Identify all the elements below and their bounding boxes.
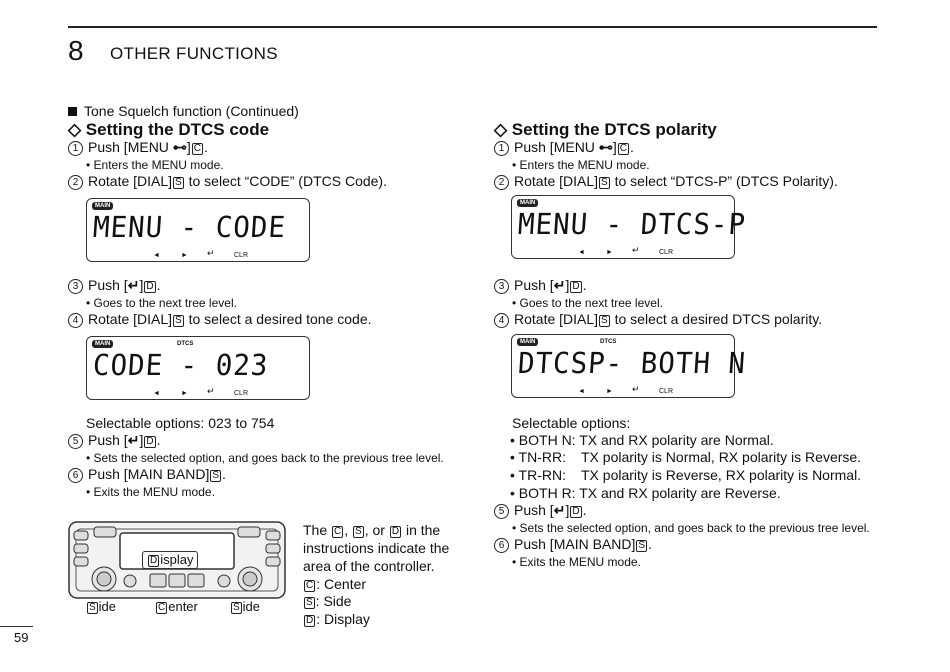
step-5: 5 Push [↵] D . <box>68 432 160 449</box>
lcd-segment-text: DTCSP- BOTH N <box>516 346 748 380</box>
lcd-segment-text: MENU - CODE <box>91 210 288 244</box>
r-option-tr-rn: • TR-RN: TX polarity is Reverse, RX polarity is Normal. <box>510 467 862 483</box>
chapter-number: 8 <box>68 35 84 66</box>
enter-icon: ↵ <box>127 277 140 293</box>
legend-side: S : Side <box>306 593 352 609</box>
enter-icon: ↵ <box>127 432 140 448</box>
lcd-segment-text: MENU - DTCS-P <box>516 207 748 241</box>
diamond-icon: ◇ <box>68 120 86 139</box>
lcd-menu-dtcs-p: MAIN MENU - DTCS-P ◄ ► ↵ CLR <box>511 195 735 259</box>
page-number-rule <box>0 626 33 627</box>
chapter-title: OTHER FUNCTIONS <box>110 44 278 63</box>
lcd-dtcsp-both-n: MAIN DTCS DTCSP- BOTH N ◄ ► ↵ CLR <box>511 334 735 398</box>
key-icon: ⊷ <box>598 139 613 155</box>
header-rule <box>68 26 877 28</box>
step-5-note: • Sets the selected option, and goes back to the previous tree level. <box>86 451 444 465</box>
step-3-note: • Goes to the next tree level. <box>86 296 237 310</box>
enter-icon: ↵ <box>553 502 566 518</box>
step-1-note: • Enters the MENU mode. <box>86 158 224 172</box>
r-step-2: 2 Rotate [DIAL] S to select “DTCS-P” (DTCS Polarity). <box>494 173 838 190</box>
r-step-6-note: • Exits the MENU mode. <box>512 555 641 569</box>
enter-icon: ↵ <box>553 277 566 293</box>
r-option-both-r: • BOTH R: TX and RX polarity are Reverse. <box>510 485 781 501</box>
controller-intro-3: area of the controller. <box>303 558 435 574</box>
step-3: 3 Push [↵] D . <box>68 277 160 294</box>
step-6: 6 Push [MAIN BAND] S . <box>68 466 226 483</box>
section-heading-dtcs-polarity: ◇ Setting the DTCS polarity <box>494 120 717 139</box>
square-bullet-icon <box>68 107 77 116</box>
r-step-6: 6 Push [MAIN BAND] S . <box>494 536 652 553</box>
r-option-tn-rr: • TN-RR: TX polarity is Normal, RX polarity is Reverse. <box>510 449 862 465</box>
display-callout: D isplay <box>142 551 198 569</box>
r-step-4: 4 Rotate [DIAL] S to select a desired DTCS polarity. <box>494 311 822 328</box>
lcd-segment-text: CODE - 023 <box>91 348 270 382</box>
controller-intro-2: instructions indicate the <box>303 540 450 556</box>
r-step-1-note: • Enters the MENU mode. <box>512 158 650 172</box>
r-option-both-n: • BOTH N: TX and RX polarity are Normal. <box>510 432 774 448</box>
r-step-5: 5 Push [↵] D . <box>494 502 586 519</box>
diamond-icon: ◇ <box>494 120 512 139</box>
r-step-5-note: • Sets the selected option, and goes back to the previous tree level. <box>512 521 870 535</box>
side-label-left: S ide <box>89 599 117 614</box>
step-4: 4 Rotate [DIAL] S to select a desired tone code. <box>68 311 372 328</box>
continued-heading: Tone Squelch function (Continued) <box>68 103 299 120</box>
step-6-note: • Exits the MENU mode. <box>86 485 215 499</box>
side-label-right: S ide <box>233 599 261 614</box>
selectable-options: Selectable options: 023 to 754 <box>86 415 275 431</box>
controller-intro-1: The C , S , or D in the <box>303 522 441 538</box>
center-label: C enter <box>158 599 198 614</box>
controller-illustration <box>68 521 286 599</box>
r-step-3-note: • Goes to the next tree level. <box>512 296 663 310</box>
key-icon: ⊷ <box>172 139 187 155</box>
step-1: 1 Push [MENU ⊷] C . <box>68 139 208 156</box>
legend-center: C : Center <box>306 576 367 592</box>
r-options-title: Selectable options: <box>512 415 631 431</box>
legend-display: D : Display <box>306 611 370 627</box>
page-number: 59 <box>14 630 29 645</box>
section-heading-dtcs-code: ◇ Setting the DTCS code <box>68 120 270 139</box>
lcd-code-023: MAIN DTCS CODE - 023 ◄ ► ↵ CLR <box>86 336 310 400</box>
r-step-1: 1 Push [MENU ⊷] C . <box>494 139 634 156</box>
lcd-menu-code: MAIN MENU - CODE ◄ ► ↵ CLR <box>86 198 310 262</box>
r-step-3: 3 Push [↵] D . <box>494 277 586 294</box>
step-2: 2 Rotate [DIAL] S to select “CODE” (DTCS Code). <box>68 173 387 190</box>
